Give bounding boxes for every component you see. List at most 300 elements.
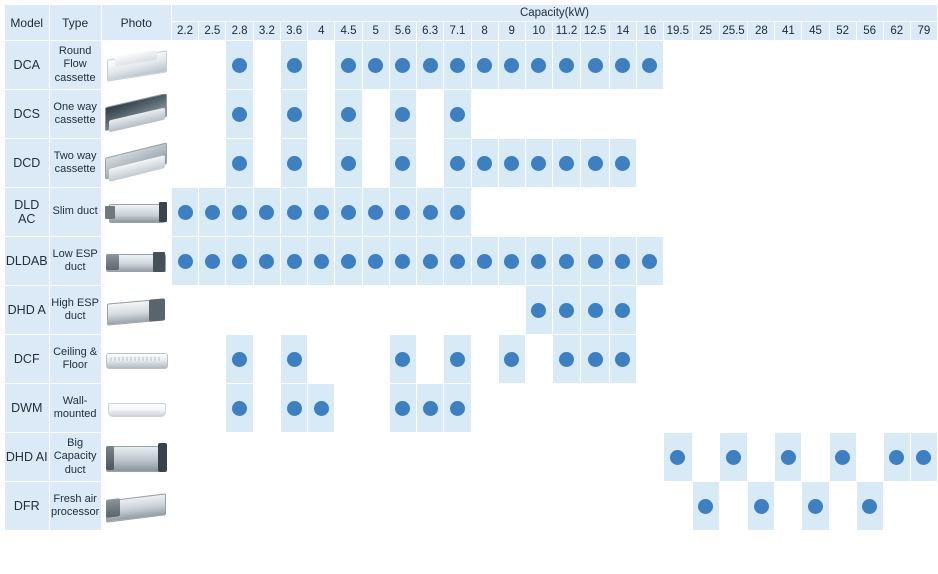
capacity-header-3: 3.2: [253, 22, 280, 41]
capacity-cell: [226, 237, 253, 286]
capacity-cell: [775, 335, 802, 384]
table-row: [5, 335, 938, 384]
capacity-cell: [719, 237, 748, 286]
capacity-header-27: 79: [910, 22, 937, 41]
capacity-cell: [636, 286, 663, 335]
capacity-cell: [775, 90, 802, 139]
capacity-cell: [389, 286, 416, 335]
availability-dot: [341, 58, 356, 73]
capacity-cell: [498, 482, 525, 531]
capacity-cell: [552, 384, 580, 433]
availability-dot: [259, 205, 274, 220]
capacity-cell: [226, 41, 253, 90]
capacity-cell: [335, 433, 362, 482]
availability-dot: [698, 499, 713, 514]
capacity-cell: [856, 433, 883, 482]
type-cell: Round Flow cassette: [49, 41, 101, 90]
capacity-cell: [829, 384, 856, 433]
capacity-cell: [719, 139, 748, 188]
capacity-cell: [802, 384, 829, 433]
capacity-cell: [362, 335, 389, 384]
availability-dot: [781, 450, 796, 465]
table-row: [5, 139, 938, 188]
capacity-cell: [471, 41, 498, 90]
capacity-cell: [498, 90, 525, 139]
availability-dot: [341, 107, 356, 122]
capacity-cell: [692, 286, 719, 335]
capacity-cell: [308, 188, 335, 237]
wall-mounted-photo: [103, 388, 169, 428]
capacity-cell: [253, 286, 280, 335]
photo-part-p1: [108, 403, 166, 417]
capacity-cell: [525, 384, 552, 433]
availability-dot: [232, 254, 247, 269]
availability-dot: [423, 205, 438, 220]
photo-part-p2: [112, 411, 160, 414]
capacity-cell: [692, 335, 719, 384]
capacity-cell: [525, 482, 552, 531]
availability-dot: [450, 107, 465, 122]
capacity-header-5: 4: [308, 22, 335, 41]
capacity-header-17: 16: [636, 22, 663, 41]
capacity-cell: [389, 90, 416, 139]
capacity-cell: [281, 90, 308, 139]
photo-cell: [101, 482, 171, 531]
capacity-cell: [609, 139, 636, 188]
capacity-header-24: 52: [829, 22, 856, 41]
capacity-cell: [829, 286, 856, 335]
capacity-cell: [829, 433, 856, 482]
capacity-cell: [609, 384, 636, 433]
one-way-cassette-photo: [103, 94, 169, 134]
capacity-cell: [802, 188, 829, 237]
capacity-cell: [171, 237, 198, 286]
capacity-cell: [171, 335, 198, 384]
capacity-cell: [389, 41, 416, 90]
capacity-cell: [856, 90, 883, 139]
capacity-cell: [692, 188, 719, 237]
capacity-cell: [692, 90, 719, 139]
capacity-cell: [471, 433, 498, 482]
capacity-header-2: 2.8: [226, 22, 253, 41]
capacity-cell: [609, 188, 636, 237]
capacity-cell: [692, 433, 719, 482]
capacity-cell: [775, 237, 802, 286]
capacity-cell: [281, 286, 308, 335]
availability-dot: [395, 58, 410, 73]
capacity-cell: [664, 139, 693, 188]
capacity-cell: [910, 286, 937, 335]
capacity-cell: [802, 90, 829, 139]
capacity-cell: [525, 237, 552, 286]
availability-dot: [368, 205, 383, 220]
photo-part-p2: [110, 357, 162, 361]
model-cell: DCA: [5, 41, 50, 90]
capacity-header-1: 2.5: [199, 22, 226, 41]
low-esp-duct-photo: [103, 241, 169, 281]
capacity-cell: [335, 41, 362, 90]
capacity-cell: [910, 41, 937, 90]
availability-dot: [477, 156, 492, 171]
capacity-cell: [883, 335, 910, 384]
capacity-header-18: 19.5: [664, 22, 693, 41]
capacity-cell: [498, 237, 525, 286]
availability-dot: [559, 58, 574, 73]
photo-part-p2: [149, 298, 165, 321]
capacity-cell: [417, 433, 444, 482]
capacity-cell: [335, 237, 362, 286]
availability-dot: [450, 156, 465, 171]
availability-dot: [341, 254, 356, 269]
capacity-cell: [171, 433, 198, 482]
capacity-cell: [444, 188, 471, 237]
capacity-cell: [253, 384, 280, 433]
capacity-cell: [552, 335, 580, 384]
capacity-cell: [171, 482, 198, 531]
capacity-header-10: 7.1: [444, 22, 471, 41]
capacity-cell: [335, 482, 362, 531]
capacity-cell: [692, 139, 719, 188]
capacity-cell: [417, 237, 444, 286]
capacity-cell: [498, 139, 525, 188]
model-cell: DWM: [5, 384, 50, 433]
capacity-cell: [389, 237, 416, 286]
capacity-cell: [171, 286, 198, 335]
availability-dot: [642, 254, 657, 269]
availability-dot: [559, 352, 574, 367]
capacity-cell: [253, 139, 280, 188]
capacity-cell: [362, 139, 389, 188]
capacity-cell: [199, 237, 226, 286]
capacity-cell: [636, 482, 663, 531]
capacity-cell: [856, 41, 883, 90]
capacity-cell: [199, 433, 226, 482]
capacity-cell: [748, 335, 775, 384]
capacity-cell: [748, 188, 775, 237]
availability-dot: [232, 58, 247, 73]
capacity-cell: [281, 41, 308, 90]
capacity-cell: [335, 286, 362, 335]
availability-dot: [531, 156, 546, 171]
capacity-cell: [444, 237, 471, 286]
capacity-cell: [856, 139, 883, 188]
availability-dot: [287, 156, 302, 171]
photo-part-p2: [106, 498, 120, 518]
photo-cell: [101, 384, 171, 433]
capacity-cell: [253, 90, 280, 139]
header-photo: Photo: [101, 5, 171, 41]
availability-dot: [287, 401, 302, 416]
capacity-cell: [308, 41, 335, 90]
capacity-cell: [581, 335, 610, 384]
capacity-cell: [444, 384, 471, 433]
availability-dot: [232, 107, 247, 122]
header-model: Model: [5, 5, 50, 41]
capacity-cell: [910, 237, 937, 286]
table-row: [5, 188, 938, 237]
capacity-cell: [253, 41, 280, 90]
availability-dot: [259, 254, 274, 269]
capacity-cell: [389, 188, 416, 237]
capacity-cell: [199, 188, 226, 237]
capacity-cell: [525, 335, 552, 384]
capacity-cell: [581, 139, 610, 188]
capacity-header-19: 25: [692, 22, 719, 41]
capacity-cell: [883, 41, 910, 90]
capacity-cell: [664, 286, 693, 335]
capacity-cell: [471, 90, 498, 139]
availability-dot: [588, 58, 603, 73]
capacity-cell: [802, 482, 829, 531]
photo-part-p3: [158, 443, 167, 472]
ceiling-floor-photo: [103, 339, 169, 379]
availability-dot: [395, 352, 410, 367]
slim-duct-photo: [103, 192, 169, 232]
photo-part-p3: [159, 202, 167, 222]
capacity-cell: [609, 335, 636, 384]
capacity-cell: [856, 237, 883, 286]
model-cell: DCF: [5, 335, 50, 384]
capacity-cell: [719, 286, 748, 335]
model-cell: DHD AI: [5, 433, 50, 482]
capacity-cell: [308, 482, 335, 531]
capacity-cell: [883, 482, 910, 531]
capacity-cell: [552, 41, 580, 90]
capacity-cell: [581, 237, 610, 286]
capacity-cell: [281, 139, 308, 188]
big-capacity-duct-photo: [103, 437, 169, 477]
capacity-header-9: 6.3: [417, 22, 444, 41]
capacity-cell: [775, 482, 802, 531]
capacity-cell: [525, 41, 552, 90]
availability-dot: [615, 352, 630, 367]
photo-part-p1: [106, 446, 160, 472]
capacity-cell: [498, 41, 525, 90]
availability-dot: [477, 58, 492, 73]
availability-dot: [287, 254, 302, 269]
availability-dot: [287, 205, 302, 220]
model-cell: DCD: [5, 139, 50, 188]
capacity-cell: [498, 384, 525, 433]
capacity-cell: [910, 139, 937, 188]
table-body: [5, 41, 938, 531]
model-cell: DLDAB: [5, 237, 50, 286]
capacity-cell: [883, 237, 910, 286]
capacity-cell: [281, 335, 308, 384]
capacity-header-13: 10: [525, 22, 552, 41]
capacity-cell: [552, 188, 580, 237]
table-head-row-1: [5, 5, 938, 22]
capacity-header-20: 25.5: [719, 22, 748, 41]
capacity-cell: [308, 384, 335, 433]
availability-dot: [395, 401, 410, 416]
capacity-header-21: 28: [748, 22, 775, 41]
capacity-cell: [362, 237, 389, 286]
capacity-cell: [417, 286, 444, 335]
capacity-cell: [417, 139, 444, 188]
capacity-cell: [471, 188, 498, 237]
capacity-cell: [609, 286, 636, 335]
capacity-cell: [609, 90, 636, 139]
availability-dot: [559, 254, 574, 269]
capacity-cell: [748, 237, 775, 286]
capacity-cell: [471, 139, 498, 188]
availability-dot: [178, 205, 193, 220]
capacity-cell: [664, 237, 693, 286]
capacity-header-0: 2.2: [171, 22, 198, 41]
photo-cell: [101, 41, 171, 90]
header-capacity-title: Capacity(kW): [171, 5, 937, 22]
availability-dot: [395, 254, 410, 269]
capacity-cell: [253, 237, 280, 286]
capacity-cell: [692, 482, 719, 531]
capacity-cell: [389, 335, 416, 384]
capacity-cell: [171, 41, 198, 90]
capacity-cell: [253, 188, 280, 237]
availability-dot: [559, 303, 574, 318]
photo-cell: [101, 139, 171, 188]
availability-dot: [916, 450, 931, 465]
capacity-cell: [199, 41, 226, 90]
capacity-cell: [775, 433, 802, 482]
availability-dot: [615, 254, 630, 269]
photo-part-p2: [106, 446, 114, 470]
table-row: [5, 41, 938, 90]
capacity-cell: [362, 384, 389, 433]
availability-dot: [642, 58, 657, 73]
capacity-cell: [444, 482, 471, 531]
capacity-cell: [636, 335, 663, 384]
capacity-cell: [335, 384, 362, 433]
photo-part-p2: [106, 254, 119, 270]
availability-dot: [205, 254, 220, 269]
capacity-cell: [883, 433, 910, 482]
capacity-cell: [417, 335, 444, 384]
capacity-cell: [308, 433, 335, 482]
capacity-cell: [362, 188, 389, 237]
availability-dot: [531, 254, 546, 269]
capacity-cell: [525, 433, 552, 482]
availability-dot: [615, 156, 630, 171]
capacity-cell: [389, 139, 416, 188]
type-cell: Ceiling & Floor: [49, 335, 101, 384]
availability-dot: [368, 58, 383, 73]
table-head: [5, 5, 938, 41]
photo-cell: [101, 433, 171, 482]
capacity-cell: [829, 90, 856, 139]
availability-dot: [232, 205, 247, 220]
capacity-header-12: 9: [498, 22, 525, 41]
capacity-cell: [525, 90, 552, 139]
photo-cell: [101, 286, 171, 335]
capacity-cell: [664, 188, 693, 237]
type-cell: Wall-mounted: [49, 384, 101, 433]
capacity-cell: [552, 237, 580, 286]
availability-dot: [368, 254, 383, 269]
capacity-cell: [719, 335, 748, 384]
availability-dot: [287, 58, 302, 73]
capacity-cell: [829, 41, 856, 90]
photo-part-p2: [105, 206, 115, 219]
availability-dot: [232, 401, 247, 416]
capacity-cell: [692, 41, 719, 90]
capacity-cell: [883, 188, 910, 237]
capacity-cell: [829, 482, 856, 531]
model-cell: DCS: [5, 90, 50, 139]
availability-dot: [178, 254, 193, 269]
capacity-cell: [856, 482, 883, 531]
capacity-cell: [281, 482, 308, 531]
capacity-cell: [417, 188, 444, 237]
capacity-cell: [417, 90, 444, 139]
capacity-cell: [552, 482, 580, 531]
type-cell: Slim duct: [49, 188, 101, 237]
capacity-cell: [664, 384, 693, 433]
capacity-cell: [281, 384, 308, 433]
capacity-cell: [552, 139, 580, 188]
availability-dot: [835, 450, 850, 465]
capacity-cell: [444, 41, 471, 90]
capacity-cell: [910, 90, 937, 139]
capacity-header-14: 11.2: [552, 22, 580, 41]
availability-dot: [450, 401, 465, 416]
availability-dot: [314, 205, 329, 220]
capacity-cell: [829, 237, 856, 286]
capacity-cell: [444, 90, 471, 139]
capacity-cell: [335, 139, 362, 188]
capacity-matrix-page: [0, 4, 938, 574]
capacity-cell: [664, 90, 693, 139]
type-cell: Two way cassette: [49, 139, 101, 188]
availability-dot: [232, 352, 247, 367]
capacity-cell: [199, 90, 226, 139]
capacity-cell: [552, 286, 580, 335]
capacity-cell: [581, 90, 610, 139]
capacity-cell: [910, 433, 937, 482]
capacity-cell: [775, 41, 802, 90]
capacity-cell: [498, 335, 525, 384]
availability-dot: [588, 303, 603, 318]
capacity-cell: [775, 384, 802, 433]
capacity-cell: [775, 286, 802, 335]
capacity-cell: [581, 41, 610, 90]
capacity-cell: [281, 188, 308, 237]
capacity-cell: [281, 433, 308, 482]
capacity-cell: [308, 335, 335, 384]
type-cell: One way cassette: [49, 90, 101, 139]
capacity-cell: [389, 433, 416, 482]
photo-part-p1: [106, 353, 168, 369]
capacity-cell: [664, 41, 693, 90]
photo-cell: [101, 188, 171, 237]
availability-dot: [205, 205, 220, 220]
type-cell: Fresh air processor: [49, 482, 101, 531]
capacity-header-11: 8: [471, 22, 498, 41]
capacity-cell: [308, 237, 335, 286]
capacity-cell: [719, 90, 748, 139]
availability-dot: [588, 254, 603, 269]
capacity-cell: [636, 384, 663, 433]
capacity-cell: [199, 482, 226, 531]
capacity-cell: [525, 139, 552, 188]
availability-dot: [287, 107, 302, 122]
capacity-cell: [636, 41, 663, 90]
availability-dot: [588, 156, 603, 171]
capacity-cell: [444, 335, 471, 384]
availability-dot: [423, 58, 438, 73]
availability-dot: [314, 254, 329, 269]
type-cell: Big Capacity duct: [49, 433, 101, 482]
